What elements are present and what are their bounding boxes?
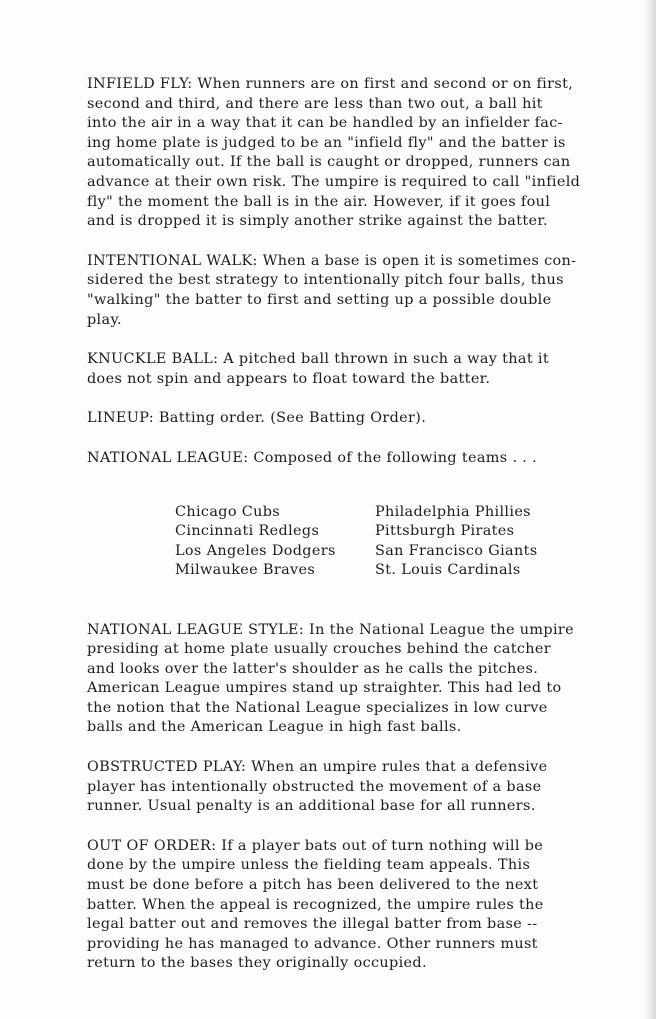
text-line: sidered the best strategy to intentionally pitch four balls, thus [87,272,564,289]
team-name: Cincinnati Redlegs [175,523,320,540]
entry-knuckle-ball [87,350,632,389]
team-name: Los Angeles Dodgers [175,542,336,559]
text-line: legal batter out and removes the illegal batter from base -- [87,916,538,933]
text-line: does not spin and appears to float toward the batter. [87,370,491,387]
entry-national-league-style [87,621,632,739]
paragraph-gap [87,389,632,409]
text-line: automatically out. If the ball is caught or dropped, runners can [87,154,571,171]
text-line: INFIELD FLY: When runners are on first and second or on first, [87,76,574,92]
glossary-content [87,75,632,974]
text-line: done by the umpire unless the fielding team appeals. This [87,857,531,874]
text-line: NATIONAL LEAGUE STYLE: In the National League the umpire [87,621,574,638]
team-name: Chicago Cubs [175,503,281,520]
text-line: batter. When the appeal is recognized, the umpire rules the [87,896,544,913]
team-name: San Francisco Giants [375,542,538,559]
text-line: second and third, and there are less than two out, a ball hit [87,95,543,112]
text-line: player has intentionally obstructed the movement of a base [87,778,542,795]
entry-out-of-order [87,837,632,974]
national-league-teams [87,503,632,581]
text-line: OBSTRUCTED PLAY: When an umpire rules that a defensive [87,759,548,776]
text-line: and is dropped it is simply another strike against the batter. [87,213,548,230]
text-line: INTENTIONAL WALK: When a base is open it is sometimes con- [87,252,577,269]
text-line: presiding at home plate usually crouches behind the catcher [87,641,552,658]
text-line: providing he has managed to advance. Other runners must [87,935,538,952]
entry-obstructed-play [87,758,632,817]
entry-intentional-walk [87,252,632,330]
text-line: balls and the American League in high fast balls. [87,719,462,736]
entry-national-league [87,449,632,469]
paragraph-gap [87,330,632,350]
team-name: Philadelphia Phillies [375,503,531,520]
teams-column-right [375,503,537,581]
text-line: into the air in a way that it can be handled by an infielder fac- [87,115,563,132]
entry-lineup [87,409,632,429]
text-line: ing home plate is judged to be an "infield fly" and the batter is [87,134,566,151]
teams-column-left [175,503,336,581]
text-line: advance at their own risk. The umpire is required to call "infield [87,173,581,190]
paragraph-gap [87,232,632,252]
text-line: KNUCKLE BALL: A pitched ball thrown in such a way that it [87,351,549,368]
paragraph-gap [87,738,632,758]
page-edge-shadow [642,0,656,1019]
paragraph-gap [87,817,632,837]
text-line: LINEUP: Batting order. (See Batting Order). [87,410,427,427]
paragraph-gap [87,429,632,449]
text-line: must be done before a pitch has been delivered to the next [87,877,539,894]
text-line: "walking" the batter to first and setting up a possible double [87,291,552,308]
text-line: American League umpires stand up straighter. This had led to [87,680,562,697]
text-line: NATIONAL LEAGUE: Composed of the following teams . . . [87,449,538,466]
team-name: St. Louis Cardinals [375,562,521,579]
team-name: Pittsburgh Pirates [375,523,515,540]
text-line: and looks over the latter's shoulder as he calls the pitches. [87,660,539,677]
text-line: fly" the moment the ball is in the air. However, if it goes foul [87,193,551,210]
text-line: return to the bases they originally occupied. [87,955,427,972]
text-line: OUT OF ORDER: If a player bats out of turn nothing will be [87,837,544,854]
team-name: Milwaukee Braves [175,562,316,579]
text-line: play. [87,311,122,328]
text-line: runner. Usual penalty is an additional base for all runners. [87,798,536,815]
entry-infield-fly [87,75,632,232]
text-line: the notion that the National League specializes in low curve [87,699,548,716]
